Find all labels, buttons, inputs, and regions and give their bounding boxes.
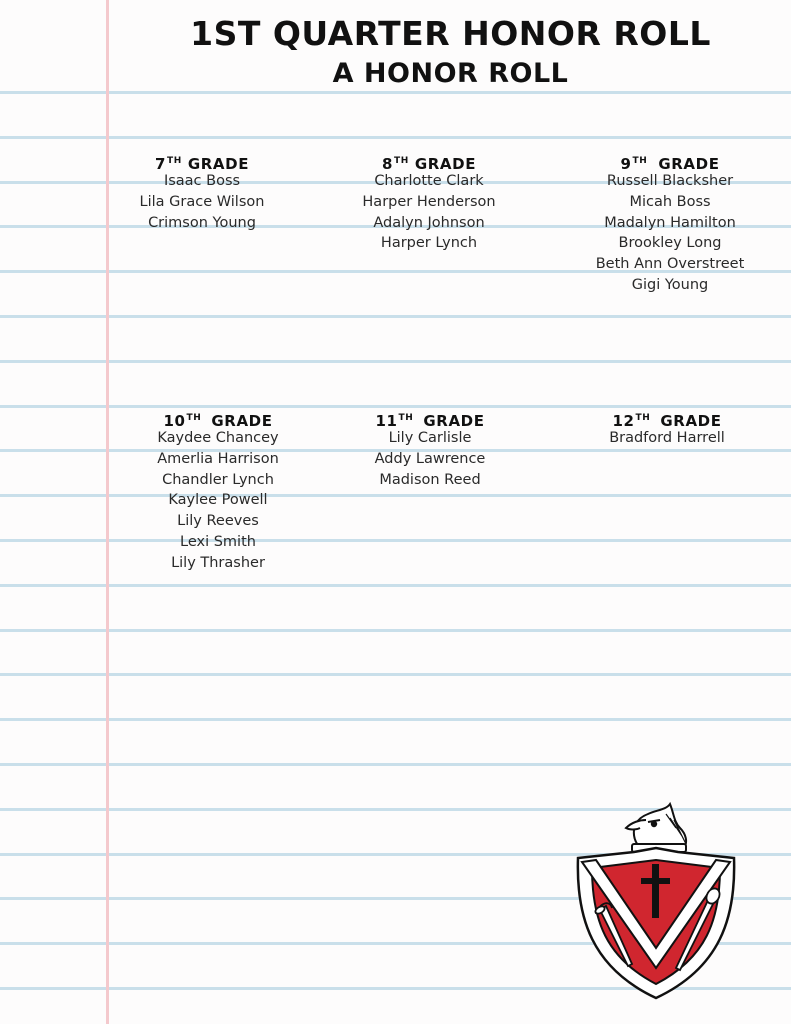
grade-heading: 12TH GRADE	[612, 412, 722, 430]
grade-column-10	[118, 408, 318, 574]
student-name: Micah Boss	[629, 193, 711, 210]
student-name: Bradford Harrell	[609, 430, 725, 446]
student-name: Beth Ann Overstreet	[595, 256, 745, 273]
ruled-line	[0, 673, 791, 676]
student-name: Russell Blacksher	[606, 173, 734, 189]
ruled-line	[0, 584, 791, 587]
student-list	[118, 428, 318, 574]
page-title: 1ST QUARTER HONOR ROLL	[190, 14, 711, 53]
grade-heading: 9TH GRADE	[620, 155, 720, 173]
student-list	[570, 171, 770, 296]
page-subtitle: A HONOR ROLL	[332, 58, 569, 89]
student-name: Gigi Young	[631, 276, 709, 293]
student-list	[567, 428, 767, 449]
student-list	[330, 428, 530, 490]
grade-column-7	[102, 151, 302, 233]
grade-heading: 7TH GRADE	[154, 155, 250, 173]
student-name: Kaydee Chancey	[157, 430, 279, 446]
ruled-line	[0, 315, 791, 318]
ruled-line	[0, 91, 791, 94]
student-name: Chandler Lynch	[162, 471, 274, 488]
ruled-line	[0, 763, 791, 766]
eagle-head	[626, 804, 686, 852]
student-name: Lila Grace Wilson	[139, 193, 265, 210]
student-name: Lexi Smith	[180, 533, 256, 550]
grade-column-12	[567, 408, 767, 449]
grade-column-8	[329, 151, 529, 254]
school-crest-eagle-shield-icon	[570, 798, 742, 1004]
student-name: Madison Reed	[379, 471, 481, 488]
student-name: Harper Lynch	[380, 235, 478, 252]
ruled-line	[0, 136, 791, 139]
student-list	[329, 171, 529, 254]
student-name: Brookley Long	[618, 235, 722, 252]
student-list	[102, 171, 302, 233]
grade-heading: 11TH GRADE	[375, 412, 485, 430]
student-name: Kaylee Powell	[168, 492, 268, 509]
student-name: Charlotte Clark	[374, 173, 484, 189]
ruled-line	[0, 718, 791, 721]
student-name: Amerlia Harrison	[157, 450, 279, 467]
student-name: Crimson Young	[148, 214, 256, 231]
student-name: Adalyn Johnson	[373, 214, 485, 231]
student-name: Madalyn Hamilton	[604, 214, 736, 231]
ruled-line	[0, 629, 791, 632]
student-name: Lily Thrasher	[171, 554, 265, 571]
student-name: Lily Carlisle	[388, 430, 472, 446]
student-name: Lily Reeves	[177, 513, 259, 530]
grade-heading: 10TH GRADE	[163, 412, 273, 430]
ruled-line	[0, 360, 791, 363]
grade-heading: 8TH GRADE	[381, 155, 477, 173]
student-name: Addy Lawrence	[374, 450, 486, 467]
grade-column-9	[570, 151, 770, 296]
grade-column-11	[330, 408, 530, 490]
student-name: Isaac Boss	[163, 173, 241, 189]
student-name: Harper Henderson	[362, 193, 496, 210]
